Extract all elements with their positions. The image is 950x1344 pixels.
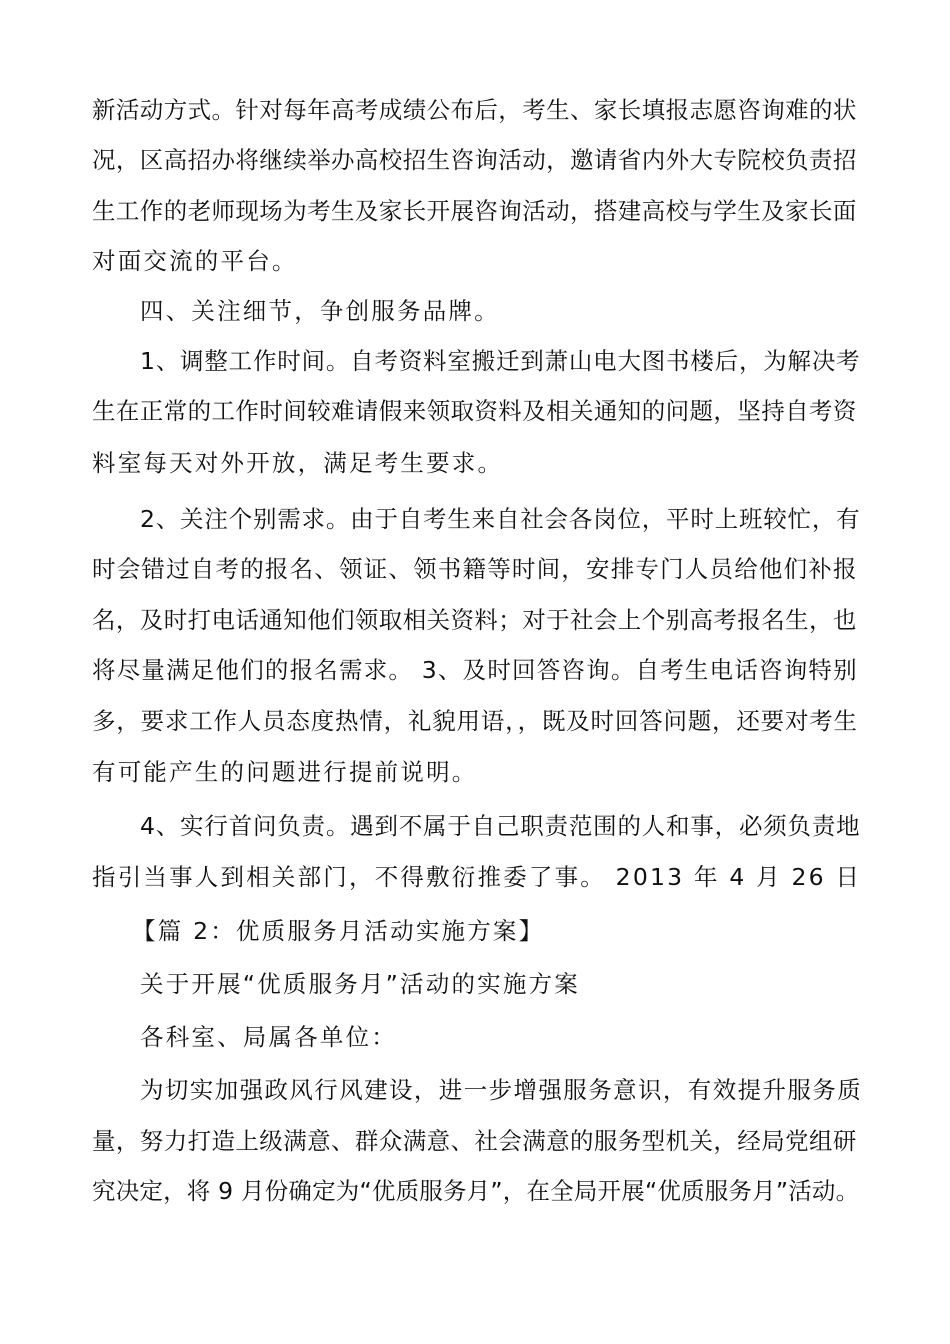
- text-line: 生在正常的工作时间较难请假来领取资料及相关通知的问题，坚持自考资: [92, 397, 857, 425]
- text-line: 况，区高招办将继续举办高校招生咨询活动，邀请省内外大专院校负责招: [92, 146, 857, 174]
- text-line: 新活动方式。针对每年高考成绩公布后，考生、家长填报志愿咨询难的状: [92, 96, 857, 124]
- text-line: 1、调整工作时间。自考资料室搬迁到萧山电大图书楼后，为解决考: [140, 347, 861, 375]
- text-line: 料室每天对外开放，满足考生要求。: [92, 449, 504, 477]
- text-line: 量，努力打造上级满意、群众满意、社会满意的服务型机关，经局党组研: [92, 1127, 857, 1155]
- text-line: 指引当事人到相关部门，不得敷衍推委了事。 2013 年 4 月 26 日: [92, 863, 862, 891]
- text-line: 为切实加强政风行风建设，进一步增强服务意识，有效提升服务质: [140, 1076, 863, 1104]
- addressee: 各科室、局属各单位：: [140, 1023, 397, 1051]
- text-line: 4、实行首问负责。遇到不属于自己职责范围的人和事，必须负责地: [140, 812, 861, 840]
- text-line: 2、关注个别需求。由于自考生来自社会各岗位，平时上班较忙，有: [140, 505, 861, 533]
- text-line: 多，要求工作人员态度热情，礼貌用语，，既及时回答问题，还要对考生: [92, 707, 858, 735]
- notice-title: 关于开展“优质服务月”活动的实施方案: [140, 970, 580, 998]
- article-title: 【篇 2：优质服务月活动实施方案】: [132, 917, 545, 945]
- section-heading: 四、关注细节，争创服务品牌。: [140, 297, 500, 325]
- text-line: 时会错过自考的报名、领证、领书籍等时间，安排专门人员给他们补报: [92, 555, 858, 583]
- text-line: 将尽量满足他们的报名需求。 3、及时回答咨询。自考生电话咨询特别: [92, 656, 858, 684]
- text-line: 名，及时打电话通知他们领取相关资料；对于社会上个别高考报名生，也: [92, 606, 857, 634]
- text-line: 对面交流的平台。: [92, 247, 298, 275]
- text-line: 究决定，将 9 月份确定为“优质服务月”，在全局开展“优质服务月”活动。: [92, 1177, 860, 1205]
- text-line: 有可能产生的问题进行提前说明。: [92, 758, 478, 786]
- text-line: 生工作的老师现场为考生及家长开展咨询活动，搭建高校与学生及家长面: [92, 197, 857, 225]
